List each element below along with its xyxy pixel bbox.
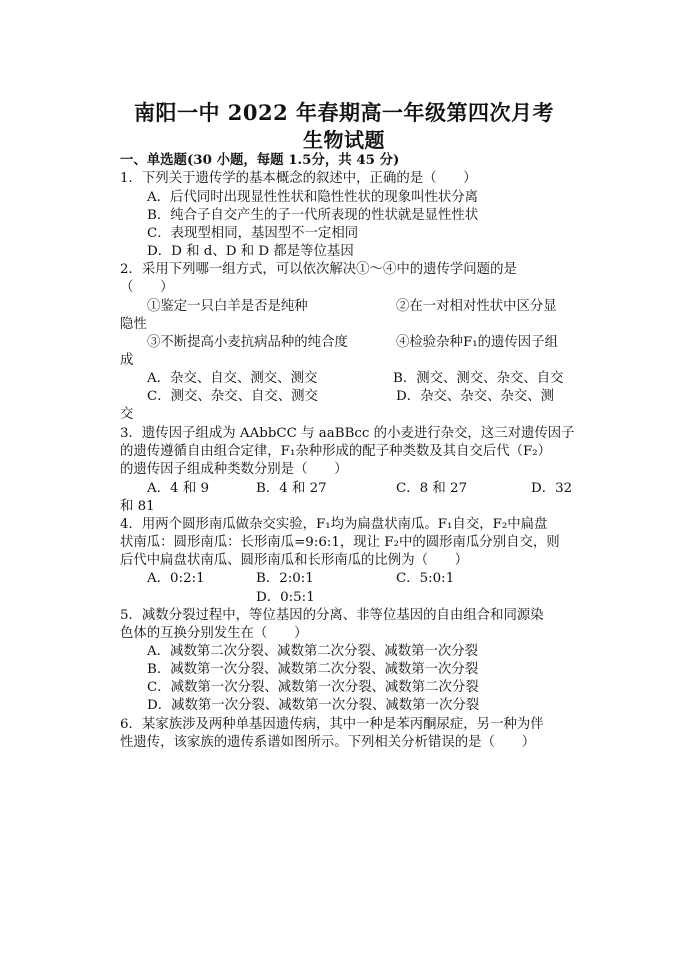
q2-item-4: ④检验杂种F₁的遗传因子组 — [396, 335, 558, 350]
q2-item-2: ②在一对相对性状中区分显 — [396, 299, 557, 314]
q1-option-d: D．D 和 d、D 和 D 都是等位基因 — [147, 244, 354, 259]
section-heading: 一、单选题(30 小题，每题 1.5分，共 45 分) — [120, 152, 400, 168]
q4-stem: 4．用两个圆形南瓜做杂交实验，F₁均为扁盘状南瓜。F₁自交，F₂中扁盘 — [120, 517, 548, 532]
q2-option-d-cont: 交 — [120, 407, 134, 422]
q2-item-1: ①鉴定一只白羊是否是纯种 — [147, 299, 308, 314]
q4-option-b: B．2:0:1 — [256, 571, 314, 586]
q3-stem-line2: 的遗传遵循自由组合定律，F₁杂种形成的配子种类数及其自交后代（F₂） — [120, 444, 552, 459]
q5-stem-line2: 色体的互换分别发生在（ ） — [120, 626, 308, 641]
q3-option-a: A．4 和 9 — [147, 481, 210, 496]
q5-option-b: B．减数第一次分裂、减数第二次分裂、减数第一次分裂 — [147, 662, 479, 677]
q3-option-d-cont: 和 81 — [120, 499, 155, 514]
exam-subject: 生物试题 — [303, 128, 385, 152]
q2-item-2-cont: 隐性 — [120, 317, 147, 332]
q4-option-d: D．0:5:1 — [256, 590, 315, 605]
q2-option-b: B．测交、测交、杂交、自交 — [393, 371, 564, 386]
q2-option-c: C．测交、杂交、自交、测交 — [147, 389, 318, 404]
q1-option-b: B．纯合子自交产生的子一代所表现的性状就是显性性状 — [147, 208, 479, 223]
exam-title: 南阳一中 2022 年春期高一年级第四次月考 — [133, 100, 555, 125]
q3-option-b: B．4 和 27 — [256, 481, 327, 496]
q2-stem-paren: （ ） — [120, 280, 174, 295]
q5-option-a: A．减数第二次分裂、减数第二次分裂、减数第一次分裂 — [147, 644, 479, 659]
q4-option-c: C．5:0:1 — [396, 571, 455, 586]
q3-stem-line3: 的遗传因子组成种类数分别是（ ） — [120, 462, 348, 477]
q1-option-c: C．表现型相同，基因型不一定相同 — [147, 226, 359, 241]
q3-option-c: C．8 和 27 — [396, 481, 468, 496]
q1-option-a: A．后代同时出现显性性状和隐性性状的现象叫性状分离 — [147, 190, 479, 205]
q3-option-d: D．32 — [531, 481, 573, 496]
q2-option-a: A．杂交、自交、测交、测交 — [147, 371, 318, 386]
q4-stem-line2: 状南瓜：圆形南瓜：长形南瓜=9:6:1，现让 F₂中的圆形南瓜分别自交，则 — [120, 535, 560, 550]
q1-stem: 1．下列关于遗传学的基本概念的叙述中，正确的是（ ） — [120, 171, 477, 186]
q2-option-d: D．杂交、杂交、杂交、测 — [396, 389, 555, 404]
q5-option-d: D．减数第一次分裂、减数第一次分裂、减数第一次分裂 — [147, 698, 480, 713]
q4-stem-line3: 后代中扁盘状南瓜、圆形南瓜和长形南瓜的比例为（ ） — [120, 553, 469, 568]
q4-option-a: A．0:2:1 — [147, 571, 205, 586]
q3-stem: 3．遗传因子组成为 AAbbCC 与 aaBBcc 的小麦进行杂交，这三对遗传因子 — [120, 426, 575, 441]
q5-stem: 5．减数分裂过程中，等位基因的分离、非等位基因的自由组合和同源染 — [120, 608, 544, 623]
q6-stem-line2: 性遗传，该家族的遗传系谱如图所示。下列相关分析错误的是（ ） — [120, 735, 536, 750]
q6-stem: 6．某家族涉及两种单基因遗传病，其中一种是苯丙酮尿症，另一种为伴 — [120, 717, 544, 732]
q2-item-4-cont: 成 — [120, 353, 134, 368]
q2-item-3: ③不断提高小麦抗病品种的纯合度 — [147, 335, 348, 350]
q2-stem: 2．采用下列哪一组方式，可以依次解决①～④中的遗传学问题的是 — [120, 262, 517, 277]
q5-option-c: C．减数第一次分裂、减数第一次分裂、减数第二次分裂 — [147, 680, 479, 695]
